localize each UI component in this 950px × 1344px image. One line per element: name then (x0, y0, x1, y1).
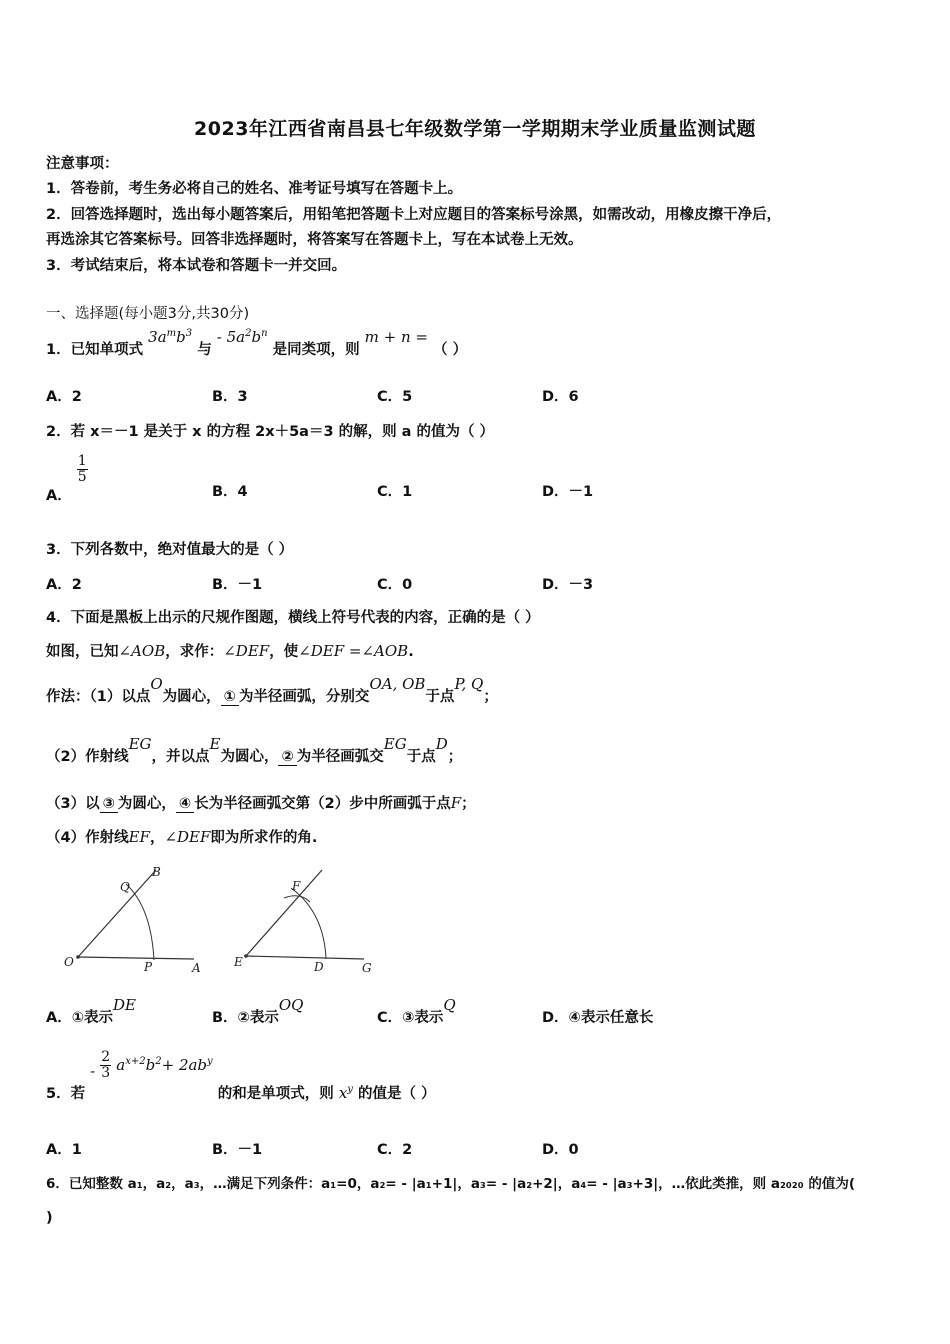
label-g: G (362, 961, 372, 975)
ray-oa (78, 957, 194, 959)
q3-option-a[interactable]: A．2 (46, 577, 82, 593)
ray-ef (246, 870, 322, 956)
q1-option-b[interactable]: B．3 (212, 389, 248, 405)
q1-monomial-1: $3a^mb^3$ (148, 328, 193, 346)
question-3: 3．下列各数中，绝对值最大的是（ ） (46, 542, 294, 558)
q2-option-c[interactable]: C．1 (377, 484, 413, 500)
question-6: 6．已知整数 a₁，a₂，a₃，…满足下列条件：a₁=0，a₂= - |a₁+1|，a₃= - |a₂+2|，a₄= - |a₃+3|，…依此类推，则 a₂₀₂₀ 的值为( (46, 1176, 855, 1192)
q1-option-a[interactable]: A．2 (46, 389, 82, 405)
q4-option-a[interactable]: A．①表示DE (46, 996, 136, 1026)
q3-option-b[interactable]: B．－1 (212, 577, 263, 593)
question-1: 1．已知单项式 $3a^mb^3$ 与 - $5a^2b^n$ 是同类项，则 m + n = （ ） (46, 328, 468, 358)
q5-option-b[interactable]: B．－1 (212, 1142, 263, 1158)
point-o (76, 955, 80, 959)
q3-option-d[interactable]: D．－3 (542, 577, 594, 593)
q4-step-3: （3）以 ③ 为圆心， ④ 长为半径画弧交第（2）步中所画弧于点F； (46, 794, 476, 812)
label-a: A (192, 961, 201, 975)
q4-option-d[interactable]: D．④表示任意长 (542, 1010, 654, 1026)
label-d: D (314, 960, 324, 974)
ray-ob (78, 870, 156, 957)
q4-option-c[interactable]: C．③表示Q (377, 996, 456, 1026)
notice-heading: 注意事项： (46, 156, 119, 172)
q4-step-4: （4）作射线EF，∠DEF即为所求作的角. (46, 828, 318, 846)
q1-expression: m + n = (364, 328, 428, 346)
q5-power: $x^y$ (338, 1083, 353, 1102)
blank-3: ③ (100, 796, 118, 813)
blank-1: ① (221, 689, 239, 706)
page-title: 2023年江西省南昌县七年级数学第一学期期末学业质量监测试题 (194, 118, 756, 140)
q1-monomial-2: - $5a^2b^n$ (216, 328, 268, 346)
ray-eg (246, 956, 364, 959)
q4-figure (56, 862, 386, 982)
label-b: B (152, 865, 161, 879)
blank-2: ② (278, 749, 296, 766)
q3-option-c[interactable]: C．0 (377, 577, 413, 593)
notice-item-2-cont: 再选涂其它答案标号。回答非选择题时，将答案写在答题卡上，写在本试卷上无效。 (46, 232, 583, 248)
q4-given: 如图，已知∠AOB，求作：∠DEF，使∠DEF =∠AOB. (46, 642, 414, 660)
question-5: 5．若 - $\frac{2}{3}$ $a^{x+2}b^2+ 2ab^y$ 的和是单项式，则 $x^y$ 的值是（ ） (46, 1049, 436, 1102)
question-4: 4．下面是黑板上出示的尺规作图题，横线上符号代表的内容，正确的是（ ） (46, 610, 540, 626)
q2-option-d[interactable]: D．－1 (542, 484, 594, 500)
q4-option-b[interactable]: B．②表示OQ (212, 996, 304, 1026)
q4-step-2: （2）作射线EG，并以点E为圆心， ② 为半径画弧交EG于点D； (46, 735, 463, 765)
point-e (244, 954, 248, 958)
arc-pq (126, 884, 154, 960)
question-2: 2．若 x＝－1 是关于 x 的方程 2x＋5a＝3 的解，则 a 的值为（ ） (46, 424, 495, 440)
q2-option-b[interactable]: B．4 (212, 484, 248, 500)
q5-option-a[interactable]: A．1 (46, 1142, 82, 1158)
label-o: O (64, 955, 74, 969)
label-f: F (292, 879, 301, 893)
q1-option-c[interactable]: C．5 (377, 389, 413, 405)
blank-4: ④ (176, 796, 194, 813)
notice-item-1: 1．答卷前，考生务必将自己的姓名、准考证号填写在答题卡上。 (46, 181, 463, 197)
q5-expression: $a^{x+2}b^2+ 2ab^y$ (116, 1055, 213, 1074)
q5-fraction: $\frac{2}{3}$ (101, 1049, 111, 1082)
notice-item-2: 2．回答选择题时，选出每小题答案后，用铅笔把答题卡上对应题目的答案标号涂黑，如需改动，用橡皮擦干净后， (46, 207, 782, 223)
question-6-cont: ) (46, 1210, 53, 1226)
q4-step-1: 作法：（1）以点O为圆心， ① 为半径画弧，分别交OA, OB于点P, Q； (46, 675, 498, 705)
label-p: P (144, 960, 153, 974)
label-q: Q (120, 880, 130, 894)
q5-option-c[interactable]: C．2 (377, 1142, 413, 1158)
section-heading: 一、选择题(每小题3分,共30分) (46, 306, 250, 322)
q5-option-d[interactable]: D．0 (542, 1142, 579, 1158)
q2-fraction: $\frac{1}{5}$ (77, 453, 87, 486)
notice-item-3: 3．考试结束后，将本试卷和答题卡一并交回。 (46, 258, 347, 274)
q2-option-a[interactable]: A． $\frac{1}{5}$ (46, 453, 87, 504)
label-e: E (234, 955, 243, 969)
q1-option-d[interactable]: D．6 (542, 389, 579, 405)
